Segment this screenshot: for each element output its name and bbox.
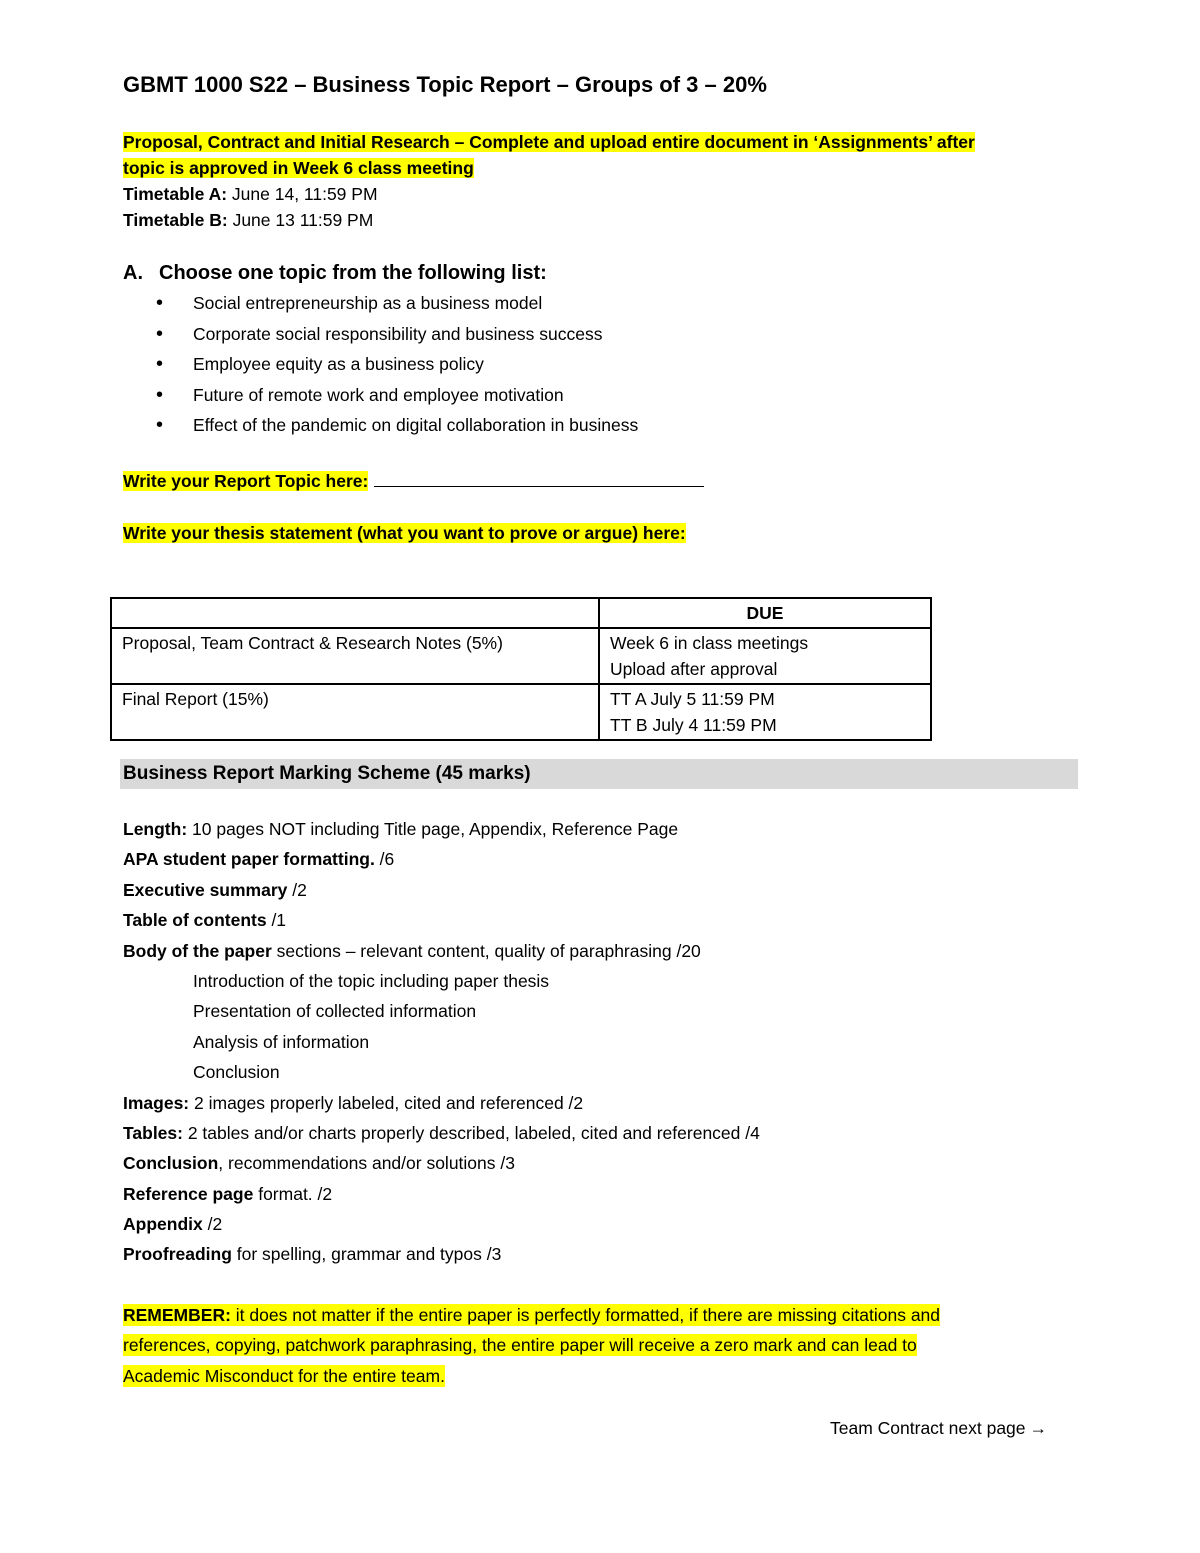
remember-notice: REMEMBER: it does not matter if the entire paper is perfectly formatted, if there are missing citations and references, copying, patchwork paraphrasing, the entire paper will receive a zero mark and can lead to Academic Misconduct for the entire team.	[123, 1305, 941, 1386]
list-item: • Future of remote work and employee motivation	[156, 382, 638, 413]
timetable-a: Timetable A: June 14, 11:59 PM	[123, 184, 378, 204]
right-arrow-icon: →	[1029, 1418, 1048, 1438]
list-item: Appendix /2	[123, 1214, 223, 1235]
list-item: Table of contents /1	[123, 910, 287, 931]
table-header-row	[111, 598, 931, 628]
document-title: GBMT 1000 S22 – Business Topic Report – Groups of 3 – 20%	[123, 72, 767, 97]
table-row	[111, 684, 931, 740]
list-item: Introduction of the topic including paper thesis	[193, 970, 550, 991]
list-item: Conclusion, recommendations and/or solutions /3	[123, 1153, 515, 1174]
list-item: Executive summary /2	[123, 879, 307, 900]
assignment-instruction-line1: Proposal, Contract and Initial Research – Complete and upload entire document in ‘Assignments’ after	[123, 132, 975, 152]
list-item: Length: 10 pages NOT including Title page, Appendix, Reference Page	[123, 819, 679, 839]
table-cell-item: Proposal, Team Contract & Research Notes (5%)	[111, 628, 599, 684]
list-item: • Effect of the pandemic on digital collaboration in business	[156, 412, 638, 443]
table-cell-item: Final Report (15%)	[111, 684, 599, 740]
next-page-note: Team Contract next page →	[830, 1418, 1048, 1438]
list-item: • Corporate social responsibility and business success	[156, 321, 638, 352]
due-dates-table	[110, 597, 932, 741]
table-header-cell	[111, 598, 599, 628]
list-item: Presentation of collected information	[193, 1001, 477, 1022]
list-item: Conclusion	[193, 1062, 280, 1083]
list-item: APA student paper formatting. /6	[123, 849, 395, 870]
list-item: Images: 2 images properly labeled, cited and referenced /2	[123, 1092, 584, 1113]
thesis-prompt: Write your thesis statement (what you want to prove or argue) here:	[123, 523, 686, 543]
list-item: Reference page format. /2	[123, 1183, 333, 1204]
list-item: • Employee equity as a business policy	[156, 351, 638, 382]
report-topic-prompt: Write your Report Topic here:	[123, 468, 704, 494]
list-item: Analysis of information	[193, 1031, 370, 1052]
list-item: Tables: 2 tables and/or charts properly described, labeled, cited and referenced /4	[123, 1122, 760, 1143]
topic-blank-line	[374, 468, 704, 487]
timetable-b: Timetable B: June 13 11:59 PM	[123, 210, 374, 230]
assignment-instruction-line2: topic is approved in Week 6 class meeting	[123, 158, 474, 178]
table-row	[111, 628, 931, 684]
marking-scheme-heading: Business Report Marking Scheme (45 marks)	[120, 759, 1078, 789]
table-cell-due: Week 6 in class meetings Upload after approval	[599, 628, 931, 684]
section-a-heading: A. Choose one topic from the following list:	[123, 262, 547, 284]
topic-list	[156, 290, 638, 443]
table-header-due: DUE	[599, 598, 931, 628]
marking-scheme-list	[123, 816, 760, 1272]
table-cell-due: TT A July 5 11:59 PM TT B July 4 11:59 PM	[599, 684, 931, 740]
list-item: Body of the paper sections – relevant content, quality of paraphrasing /20	[123, 940, 701, 961]
list-item: • Social entrepreneurship as a business model	[156, 290, 638, 321]
list-item: Proofreading for spelling, grammar and typos /3	[123, 1244, 502, 1265]
intro-block	[123, 129, 975, 233]
